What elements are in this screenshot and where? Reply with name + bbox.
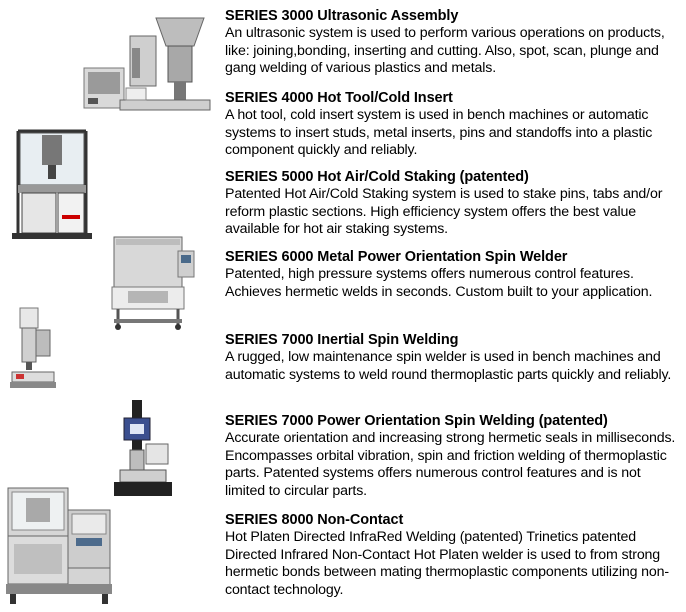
series-6000-description: Patented, high pressure systems offers numerous control features. Achieves hermetic welds in seconds. Custom built to your application. xyxy=(225,266,653,300)
series-8000-title: SERIES 8000 Non-Contact xyxy=(225,512,404,528)
series-4000-entry xyxy=(225,90,683,160)
series-8000-description: Hot Platen Directed InfraRed Welding (patented) Trinetics patented Directed Infrared Non-Contact Hot Platen welder is used to from strong hermetic bonds between mating thermoplastic components utilizing non-contact technology. xyxy=(225,529,669,598)
series-8000-entry xyxy=(225,512,683,599)
series-5000-title: SERIES 5000 Hot Air/Cold Staking (patented) xyxy=(225,169,529,185)
ultrasonic-assembly-machine-image xyxy=(80,8,212,120)
series-3000-title: SERIES 3000 Ultrasonic Assembly xyxy=(225,8,459,24)
hot-air-cold-staking-machine-image xyxy=(108,233,196,331)
series-7000-power-description: Accurate orientation and increasing strong hermetic seals in milliseconds. Encompasses orbital vibration, spin and friction welding of thermoplastic parts. Patented systems offers numerous control features and is not limited to circular parts. xyxy=(225,430,676,499)
series-7000-power-entry xyxy=(225,413,683,500)
series-7000-inertial-entry xyxy=(225,332,683,384)
series-5000-entry xyxy=(225,169,683,239)
series-4000-description: A hot tool, cold insert system is used in bench machines or automatic systems to insert studs, metal inserts, pins and standoffs into a plastic component quickly and reliably. xyxy=(225,107,653,158)
hot-tool-cold-insert-machine-image xyxy=(12,125,92,243)
series-7000-power-title: SERIES 7000 Power Orientation Spin Welding (patented) xyxy=(225,413,608,429)
series-3000-description: An ultrasonic system is used to perform various operations on products, like: joining,bonding, inserting and cutting. Also, spot, scan, plunge and gang welding of various plastics and metals. xyxy=(225,25,665,76)
series-3000-entry xyxy=(225,8,683,78)
series-7000-inertial-title: SERIES 7000 Inertial Spin Welding xyxy=(225,332,459,348)
series-4000-title: SERIES 4000 Hot Tool/Cold Insert xyxy=(225,90,453,106)
non-contact-welder-machine-image xyxy=(6,484,114,608)
series-6000-entry xyxy=(225,249,683,301)
inertial-spin-welder-machine-image xyxy=(110,398,178,502)
metal-spin-welder-machine-image xyxy=(8,306,58,392)
series-6000-title: SERIES 6000 Metal Power Orientation Spin Welder xyxy=(225,249,568,265)
series-5000-description: Patented Hot Air/Cold Staking system is used to stake pins, tabs and/or reform plastic sections. High efficiency system offers the best value available for hot air staking systems. xyxy=(225,186,663,237)
series-7000-inertial-description: A rugged, low maintenance spin welder is used in bench machines and automatic systems to weld round thermoplastic parts quickly and reliably. xyxy=(225,349,672,383)
